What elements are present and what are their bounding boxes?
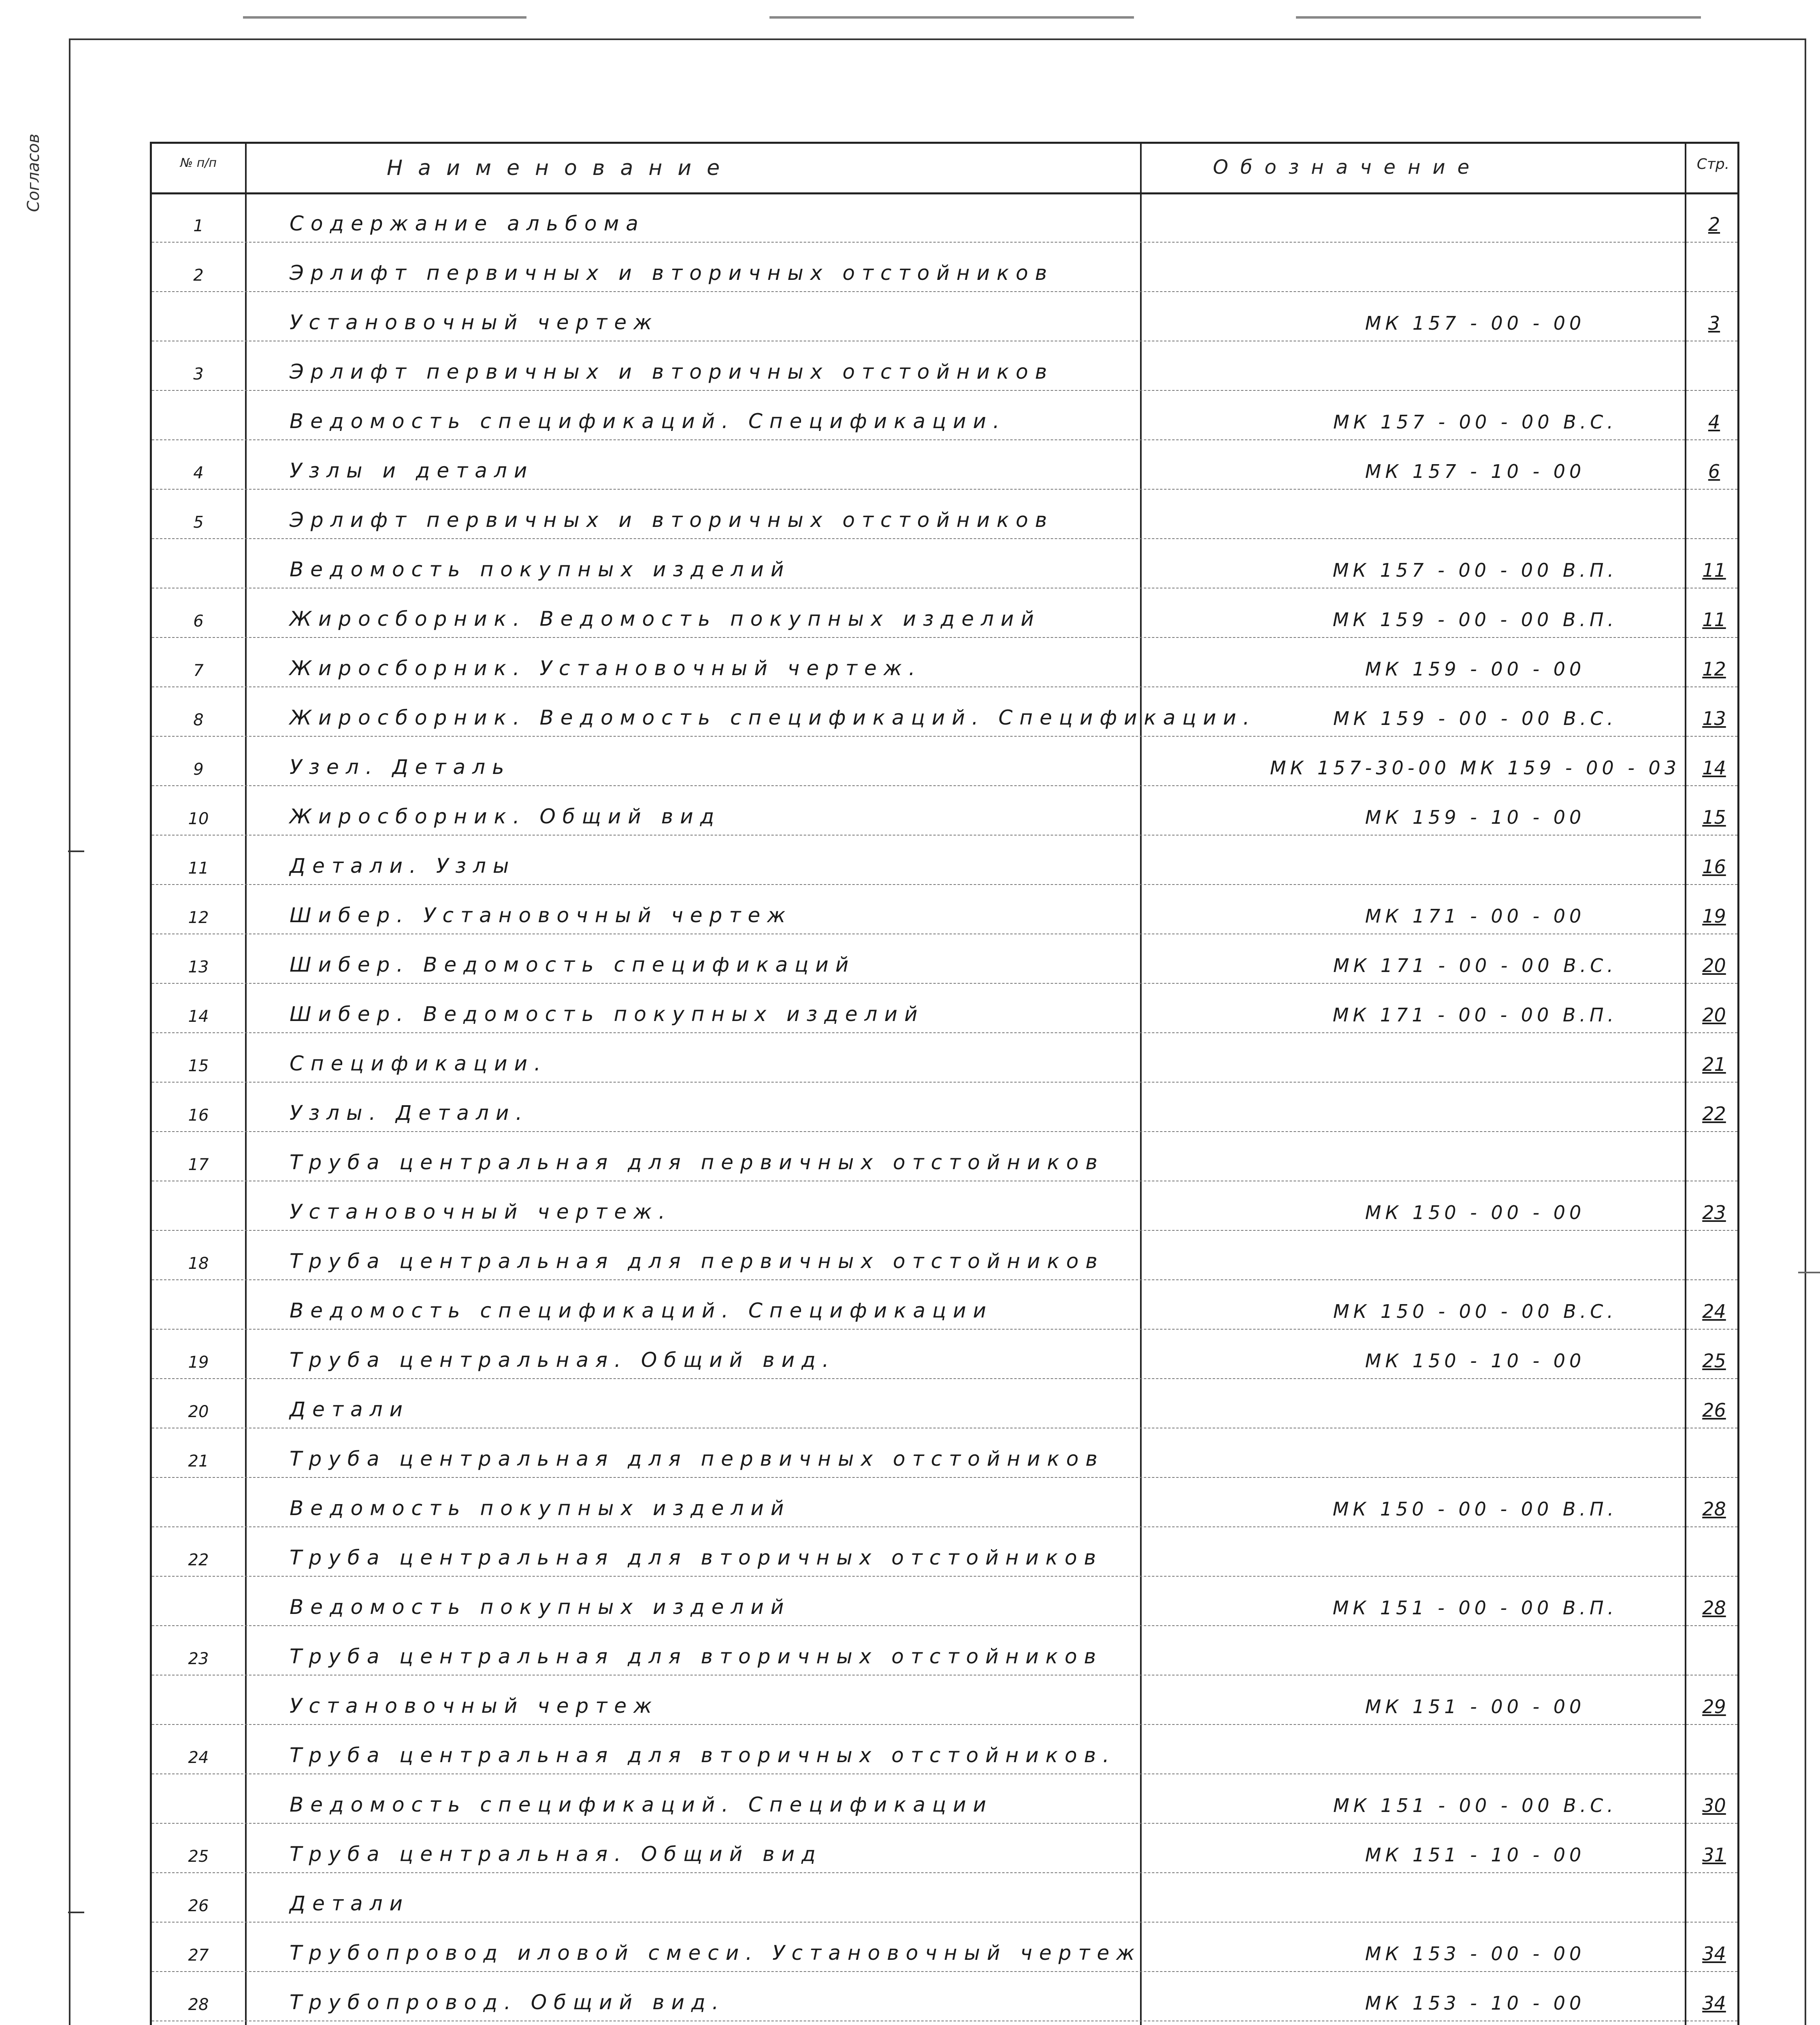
row-name: Жиросборник. Ведомость покупных изделий (290, 607, 1041, 631)
row-name: Эрлифт первичных и вторичных отстойников (290, 508, 1054, 532)
row-name: Содержание альбома (290, 212, 645, 235)
row-page: 15 (1702, 806, 1726, 828)
table-row (152, 1428, 1737, 1478)
table-row (152, 1675, 1737, 1725)
row-page: 11 (1702, 609, 1726, 631)
row-name: Детали. Узлы (290, 854, 516, 878)
row-name: Труба центральная. Общий вид. (290, 1348, 836, 1372)
table-row (152, 1526, 1737, 1577)
row-page: 4 (1708, 411, 1720, 433)
table-row (152, 439, 1737, 490)
table-row (152, 637, 1737, 687)
row-code: МК 159 - 00 - 00 В.П. (1332, 609, 1618, 631)
table-row (152, 1230, 1737, 1280)
row-page: 28 (1702, 1597, 1726, 1619)
row-number: 11 (188, 859, 209, 878)
row-number: 26 (188, 1897, 209, 1915)
row-name: Детали (290, 1892, 410, 1915)
row-number: 4 (193, 464, 204, 482)
row-number: 27 (188, 1946, 209, 1965)
row-page: 22 (1702, 1103, 1726, 1125)
row-code: МК 159 - 00 - 00 В.С. (1333, 708, 1618, 729)
row-number: 22 (188, 1551, 209, 1569)
row-name: Жиросборник. Общий вид (290, 805, 721, 828)
table-row (152, 1181, 1737, 1231)
row-page: 19 (1702, 905, 1726, 927)
top-edge-mark (243, 16, 526, 19)
table-row (152, 1378, 1737, 1428)
row-name: Труба центральная. Общий вид (290, 1842, 823, 1866)
table-row (152, 785, 1737, 836)
header-code: Обозначение (1213, 156, 1482, 179)
row-name: Установочный чертеж. (290, 1200, 672, 1224)
row-name: Узлы. Детали. (290, 1101, 529, 1125)
row-code: МК 171 - 00 - 00 В.С. (1333, 955, 1618, 976)
row-number: 15 (188, 1057, 209, 1075)
row-name: Ведомость покупных изделий (290, 1496, 791, 1520)
row-number: 14 (188, 1007, 209, 1026)
row-name: Спецификации. (290, 1052, 548, 1075)
row-number: 1 (193, 217, 204, 235)
table-row (152, 242, 1737, 292)
row-page: 34 (1702, 1943, 1726, 1965)
table-row (152, 686, 1737, 737)
table-header (152, 144, 1737, 194)
row-page: 20 (1702, 1004, 1726, 1026)
row-number: 28 (188, 1995, 209, 2014)
row-page: 29 (1702, 1696, 1726, 1718)
row-code: МК 159 - 00 - 00 (1365, 658, 1586, 680)
row-number: 23 (188, 1650, 209, 1668)
table-row (152, 983, 1737, 1033)
row-name: Эрлифт первичных и вторичных отстойников (290, 360, 1054, 384)
row-number: 24 (188, 1748, 209, 1767)
table-row (152, 884, 1737, 934)
table-row (152, 588, 1737, 638)
row-code: МК 151 - 10 - 00 (1365, 1844, 1586, 1866)
row-code: МК 157 - 00 - 00 В.П. (1332, 559, 1618, 581)
row-page: 12 (1702, 658, 1726, 680)
row-code: МК 151 - 00 - 00 В.С. (1333, 1795, 1618, 1816)
row-code: МК 157 - 10 - 00 (1365, 460, 1586, 482)
row-number: 9 (193, 760, 204, 779)
table-row (152, 1131, 1737, 1181)
row-code: МК 151 - 00 - 00 (1365, 1696, 1586, 1718)
row-code: МК 171 - 00 - 00 В.П. (1332, 1004, 1618, 1026)
row-number: 12 (188, 908, 209, 927)
row-name: Узел. Деталь (290, 755, 511, 779)
row-page: 21 (1702, 1053, 1726, 1075)
row-name: Детали (290, 1398, 410, 1421)
table-row (152, 1971, 1737, 2021)
table-row (152, 489, 1737, 539)
row-name: Эрлифт первичных и вторичных отстойников (290, 261, 1054, 285)
row-name: Ведомость спецификаций. Спецификации (290, 1793, 993, 1816)
row-name: Установочный чертеж (290, 311, 659, 334)
row-name: Труба центральная для первичных отстойников (290, 1151, 1104, 1174)
row-page: 2 (1708, 213, 1720, 235)
row-number: 20 (188, 1403, 209, 1421)
table-row (152, 1032, 1737, 1083)
table-row (152, 1082, 1737, 1132)
row-code: МК 150 - 00 - 00 В.С. (1333, 1300, 1618, 1322)
row-page: 30 (1702, 1795, 1726, 1816)
side-approval-label: Согласов (24, 134, 43, 212)
row-name: Шибер. Ведомость покупных изделий (290, 1002, 925, 1026)
table-row (152, 538, 1737, 588)
row-number: 3 (193, 365, 204, 384)
row-code: МК 157 - 00 - 00 В.С. (1333, 411, 1618, 433)
row-page: 26 (1702, 1399, 1726, 1421)
row-name: Труба центральная для вторичных отстойников (290, 1546, 1103, 1569)
row-name: Трубопровод иловой смеси. Установочный чертеж (290, 1941, 1142, 1965)
row-code: МК 153 - 10 - 00 (1365, 1992, 1586, 2014)
row-page: 13 (1702, 708, 1726, 729)
row-page: 25 (1702, 1350, 1726, 1372)
table-row (152, 1576, 1737, 1626)
row-page: 24 (1702, 1300, 1726, 1322)
row-page: 3 (1708, 312, 1720, 334)
table-row (152, 1625, 1737, 1675)
row-page: 6 (1708, 460, 1720, 482)
top-edge-mark (1296, 16, 1701, 19)
row-page: 31 (1702, 1844, 1726, 1866)
table-row (152, 390, 1737, 440)
header-num: № п/п (180, 156, 217, 170)
row-code: МК 157 - 00 - 00 (1365, 312, 1586, 334)
table-row (152, 1329, 1737, 1379)
row-number: 5 (193, 513, 204, 532)
row-page: 34 (1702, 1992, 1726, 2014)
row-name: Труба центральная для первичных отстойников (290, 1447, 1104, 1471)
row-page: 14 (1702, 757, 1726, 779)
row-number: 2 (193, 266, 204, 285)
table-row (152, 1823, 1737, 1873)
margin-tick (68, 850, 84, 852)
row-name: Ведомость спецификаций. Спецификации. (290, 409, 1006, 433)
row-number: 7 (193, 661, 204, 680)
table-row (152, 835, 1737, 885)
row-code: МК 153 - 00 - 00 (1365, 1943, 1586, 1965)
row-name: Труба центральная для вторичных отстойников. (290, 1744, 1116, 1767)
row-number: 17 (188, 1155, 209, 1174)
row-name: Узлы и детали (290, 459, 534, 482)
row-name: Установочный чертеж (290, 1694, 659, 1718)
row-code: МК 157-30-00 МК 159 - 00 - 03 (1270, 757, 1681, 779)
row-page: 16 (1702, 856, 1726, 878)
row-name: Жиросборник. Ведомость спецификаций. Спецификации. (290, 706, 1257, 729)
row-name: Шибер. Ведомость спецификаций (290, 953, 856, 976)
header-page: Стр. (1696, 156, 1730, 173)
table-row (152, 736, 1737, 786)
row-page: 28 (1702, 1498, 1726, 1520)
contents-table (150, 142, 1739, 2025)
row-code: МК 151 - 00 - 00 В.П. (1332, 1597, 1618, 1619)
table-row (152, 1773, 1737, 1824)
row-name: Ведомость спецификаций. Спецификации (290, 1299, 993, 1322)
row-name: Ведомость покупных изделий (290, 558, 791, 581)
row-number: 10 (188, 810, 209, 828)
row-number: 13 (188, 958, 209, 976)
top-edge-mark (769, 16, 1134, 19)
row-number: 16 (188, 1106, 209, 1125)
margin-tick (1798, 1272, 1820, 1273)
row-code: МК 159 - 10 - 00 (1365, 806, 1586, 828)
table-row (152, 1922, 1737, 1972)
row-name: Шибер. Установочный чертеж (290, 904, 793, 927)
row-code: МК 171 - 00 - 00 (1365, 905, 1586, 927)
row-page: 11 (1702, 559, 1726, 581)
table-row (152, 1477, 1737, 1527)
row-code: МК 150 - 00 - 00 (1365, 1202, 1586, 1224)
table-row (152, 1724, 1737, 1774)
row-code: МК 150 - 00 - 00 В.П. (1332, 1498, 1618, 1520)
row-name: Трубопровод. Общий вид. (290, 1991, 726, 2014)
row-number: 6 (193, 612, 204, 631)
row-number: 8 (193, 711, 204, 729)
table-row (152, 2021, 1737, 2025)
table-row (152, 192, 1737, 243)
header-name: Наименование (387, 156, 735, 180)
table-row (152, 341, 1737, 391)
table-row (152, 1279, 1737, 1330)
table-row (152, 291, 1737, 341)
row-number: 19 (188, 1353, 209, 1372)
row-number: 18 (188, 1254, 209, 1273)
row-number: 25 (188, 1847, 209, 1866)
row-number: 21 (188, 1452, 209, 1471)
margin-tick (68, 1912, 84, 1913)
row-page: 23 (1702, 1202, 1726, 1224)
row-name: Жиросборник. Установочный чертеж. (290, 657, 922, 680)
row-name: Труба центральная для первичных отстойников (290, 1249, 1104, 1273)
table-row (152, 1872, 1737, 1923)
table-row (152, 934, 1737, 984)
row-name: Ведомость покупных изделий (290, 1595, 791, 1619)
row-code: МК 150 - 10 - 00 (1365, 1350, 1586, 1372)
row-name: Труба центральная для вторичных отстойников (290, 1645, 1103, 1668)
row-page: 20 (1702, 955, 1726, 976)
